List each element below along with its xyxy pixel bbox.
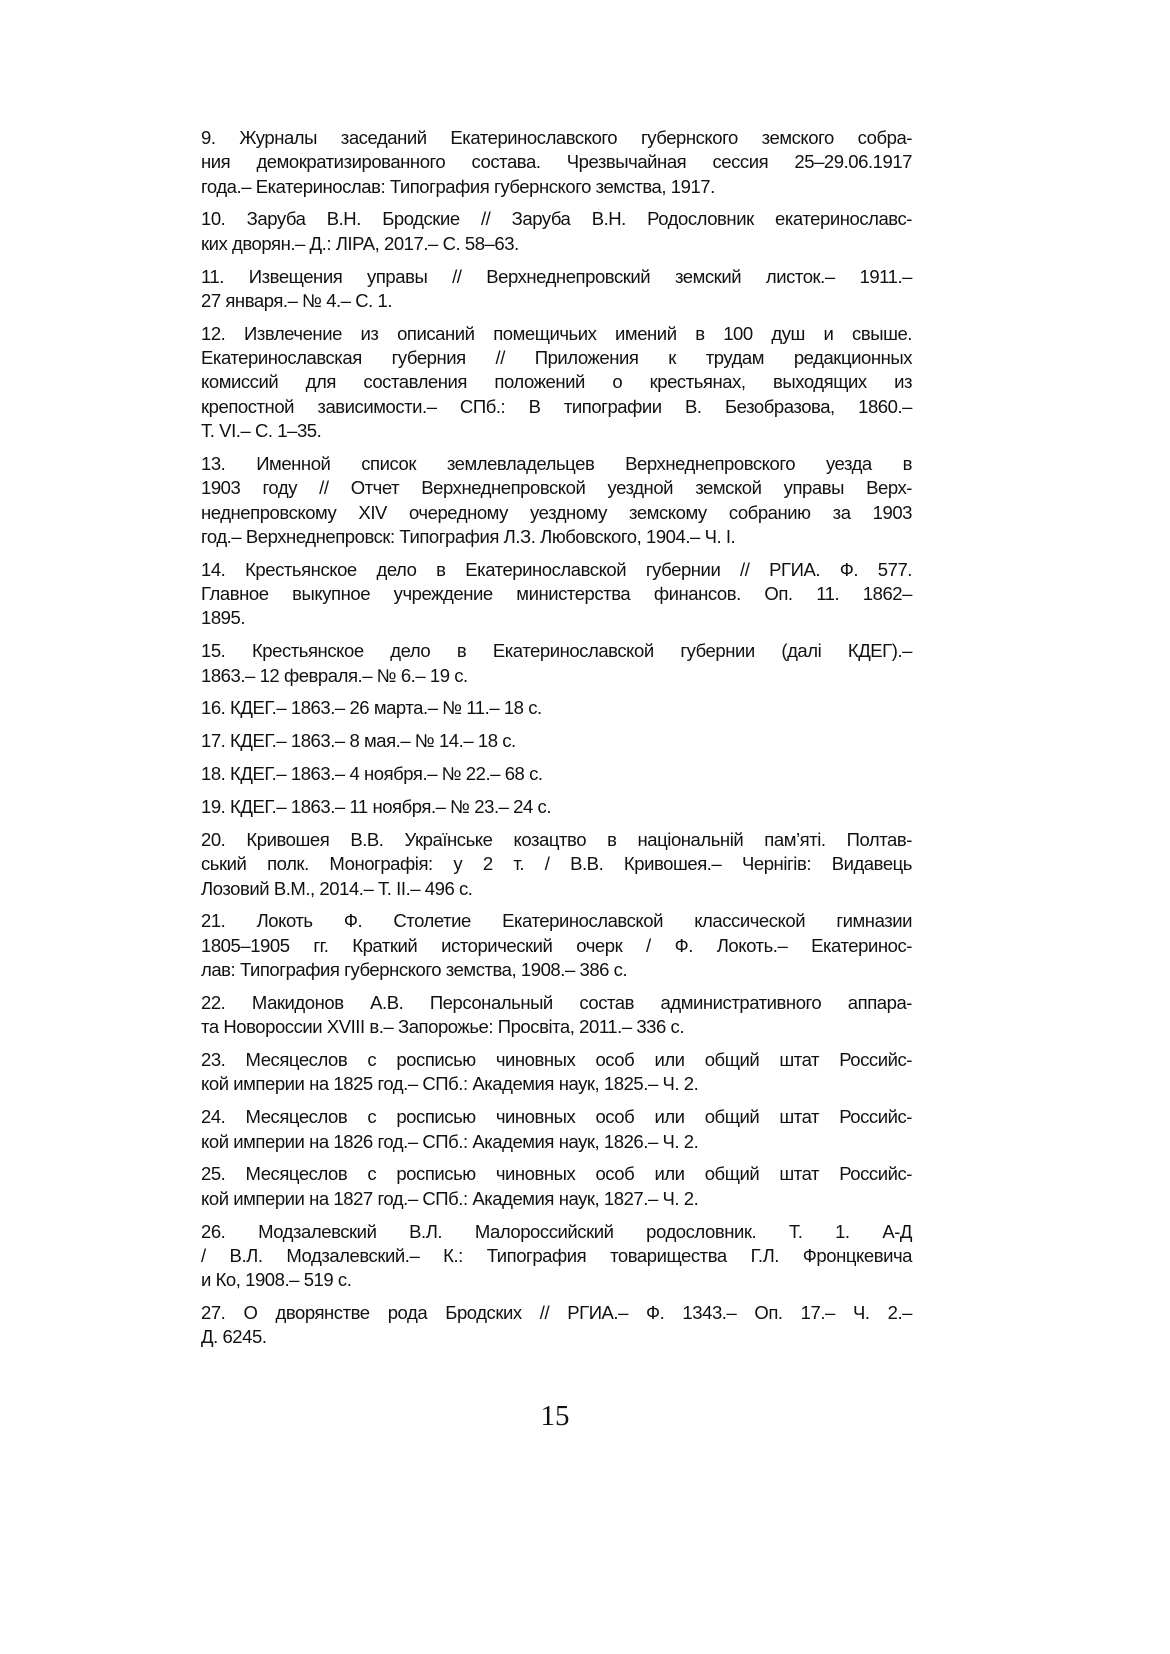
reference-line: 15. Крестьянское дело в Екатеринославской губернии (далі КДЕГ).– (201, 640, 912, 662)
reference-entry (201, 795, 912, 819)
page-number: 15 (540, 1400, 570, 1432)
reference-line: 14. Крестьянское дело в Екатеринославской губернии // РГИА. Ф. 577. (201, 558, 912, 580)
reference-line: кой империи на 1825 год.– СПб.: Академия наук, 1825.– Ч. 2. (201, 1073, 699, 1095)
reference-entry (201, 452, 912, 549)
reference-line: 16. КДЕГ.– 1863.– 26 марта.– № 11.– 18 с. (201, 697, 542, 719)
reference-entry (201, 991, 912, 1040)
reference-line: неднепровскому XIV очередному уездному земскому собранию за 1903 (201, 501, 912, 523)
reference-list (201, 126, 912, 1358)
reference-line: 24. Месяцеслов с росписью чиновных особ или общий штат Российс- (201, 1106, 912, 1128)
reference-line: Д. 6245. (201, 1326, 267, 1348)
reference-line: 11. Извещения управы // Верхнеднепровский земский листок.– 1911.– (201, 265, 912, 287)
reference-line: 10. Заруба В.Н. Бродские // Заруба В.Н. Родословник екатеринославс- (201, 208, 912, 230)
reference-line: 27. О дворянстве рода Бродских // РГИА.– Ф. 1343.– Оп. 17.– Ч. 2.– (201, 1302, 912, 1324)
reference-line: Лозовий В.М., 2014.– Т. II.– 496 с. (201, 877, 473, 899)
reference-entry (201, 1220, 912, 1293)
reference-line: и Ко, 1908.– 519 с. (201, 1269, 352, 1291)
reference-entry (201, 126, 912, 199)
reference-entry (201, 828, 912, 901)
reference-line: 25. Месяцеслов с росписью чиновных особ или общий штат Российс- (201, 1163, 912, 1185)
reference-line: 1863.– 12 февраля.– № 6.– 19 с. (201, 664, 468, 686)
reference-entry (201, 1301, 912, 1350)
reference-line: лав: Типография губернского земства, 1908.– 386 с. (201, 959, 628, 981)
reference-line: ких дворян.– Д.: ЛІРА, 2017.– С. 58–63. (201, 232, 519, 254)
reference-line: года.– Екатеринослав: Типография губернского земства, 1917. (201, 175, 715, 197)
reference-line: 23. Месяцеслов с росписью чиновных особ или общий штат Российс- (201, 1049, 912, 1071)
reference-entry (201, 207, 912, 256)
reference-entry (201, 322, 912, 443)
reference-entry (201, 729, 912, 753)
reference-line: 19. КДЕГ.– 1863.– 11 ноября.– № 23.– 24 с. (201, 796, 552, 818)
reference-entry (201, 762, 912, 786)
reference-line: 26. Модзалевский В.Л. Малороссийский родословник. Т. 1. А-Д (201, 1220, 912, 1242)
reference-entry (201, 1162, 912, 1211)
reference-line: Т. VI.– С. 1–35. (201, 420, 322, 442)
reference-line: Екатеринославская губерния // Приложения к трудам редакционных (201, 347, 912, 369)
reference-entry (201, 558, 912, 631)
reference-line: кой империи на 1826 год.– СПб.: Академия наук, 1826.– Ч. 2. (201, 1130, 699, 1152)
reference-line: Главное выкупное учреждение министерства финансов. Оп. 11. 1862– (201, 583, 912, 605)
reference-entry (201, 1105, 912, 1154)
reference-line: 21. Локоть Ф. Столетие Екатеринославской классической гимназии (201, 910, 912, 932)
reference-line: крепостной зависимости.– СПб.: В типографии В. Безобразова, 1860.– (201, 395, 912, 417)
reference-line: 17. КДЕГ.– 1863.– 8 мая.– № 14.– 18 с. (201, 730, 516, 752)
reference-line: кой империи на 1827 год.– СПб.: Академия наук, 1827.– Ч. 2. (201, 1187, 699, 1209)
reference-line: 1895. (201, 607, 246, 629)
reference-line: ния демократизированного состава. Чрезвычайная сессия 25–29.06.1917 (201, 151, 912, 173)
reference-entry (201, 1048, 912, 1097)
reference-line: 12. Извлечение из описаний помещичьих имений в 100 душ и свыше. (201, 322, 912, 344)
reference-line: та Новороссии XVIII в.– Запорожье: Просвіта, 2011.– 336 с. (201, 1016, 685, 1038)
reference-line: 9. Журналы заседаний Екатеринославского губернского земского собра- (201, 127, 912, 148)
reference-line: 13. Именной список землевладельцев Верхнеднепровского уезда в (201, 452, 912, 474)
reference-entry (201, 696, 912, 720)
reference-line: ський полк. Монографія: у 2 т. / В.В. Кривошея.– Чернігів: Видавець (201, 853, 912, 875)
reference-line: 22. Макидонов А.В. Персональный состав административного аппара- (201, 991, 912, 1013)
reference-line: 1903 году // Отчет Верхнеднепровской уездной земской управы Верх- (201, 477, 912, 499)
reference-line: / В.Л. Модзалевский.– К.: Типография товарищества Г.Л. Фронцкевича (201, 1244, 912, 1266)
reference-entry (201, 265, 912, 314)
reference-line: 27 января.– № 4.– С. 1. (201, 289, 393, 311)
reference-line: комиссий для составления положений о крестьянах, выходящих из (201, 371, 912, 393)
reference-line: год.– Верхнеднепровск: Типография Л.З. Любовского, 1904.– Ч. I. (201, 525, 736, 547)
reference-entry (201, 639, 912, 688)
reference-line: 20. Кривошея В.В. Українське козацтво в національній пам’яті. Полтав- (201, 828, 912, 850)
reference-line: 18. КДЕГ.– 1863.– 4 ноября.– № 22.– 68 с. (201, 763, 543, 785)
reference-entry (201, 909, 912, 982)
reference-line: 1805–1905 гг. Краткий исторический очерк / Ф. Локоть.– Екатеринос- (201, 934, 912, 956)
